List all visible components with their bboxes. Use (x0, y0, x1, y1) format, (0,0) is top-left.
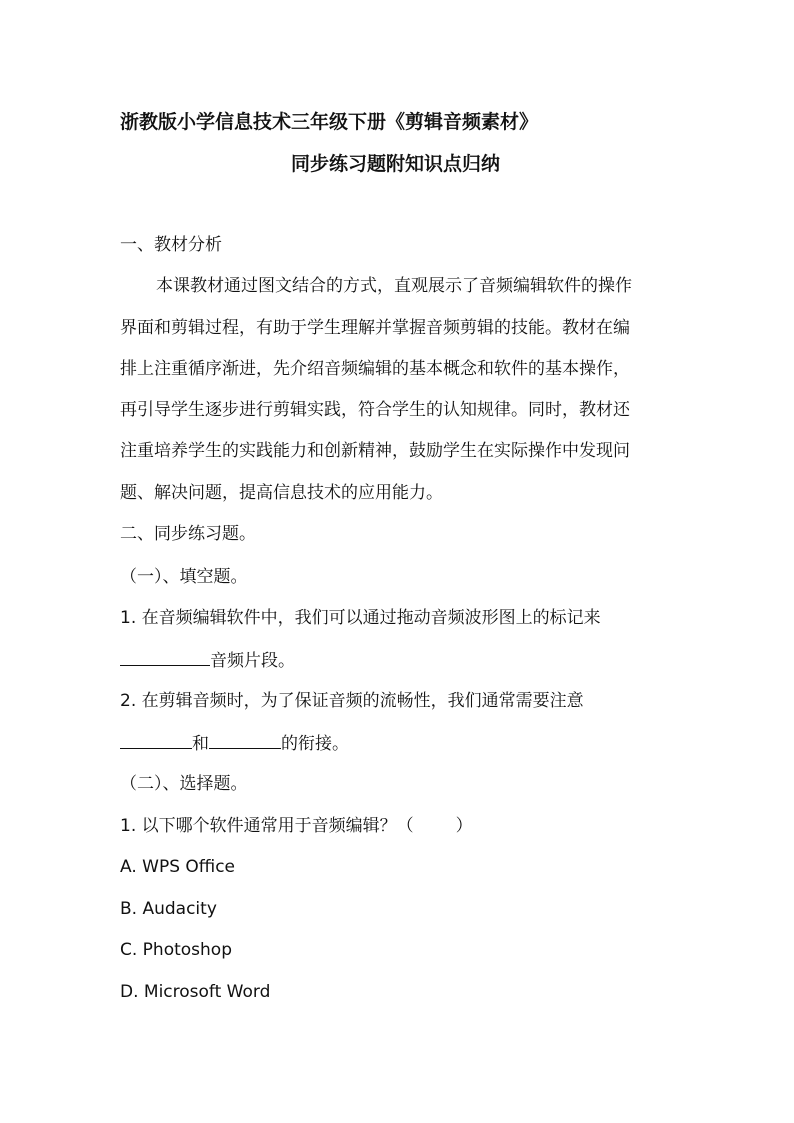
choice-question-1-close: ） (455, 816, 473, 836)
q1-tail-text: 音频片段。 (210, 651, 295, 671)
section2-heading: 二、同步练习题。 (120, 524, 256, 544)
fill-in-question-2-line2 (120, 731, 349, 756)
document-title-line1: 浙教版小学信息技术三年级下册《剪辑音频素材》 (120, 111, 539, 133)
fill-in-question-1: 1. 在音频编辑软件中，我们可以通过拖动音频波形图上的标记来 (120, 608, 601, 628)
choice-option-d: D. Microsoft Word (120, 982, 271, 1002)
choice-heading: （二）、选择题。 (120, 774, 248, 794)
choice-question-1 (120, 814, 473, 838)
paragraph-line: 再引导学生逐步进行剪辑实践，符合学生的认知规律。同时，教材还 (120, 400, 630, 420)
paragraph-line: 注重培养学生的实践能力和创新精神，鼓励学生在实际操作中发现问 (120, 441, 630, 461)
document-title-line2: 同步练习题附知识点归纳 (291, 153, 501, 175)
q2-tail-text: 的衔接。 (281, 734, 349, 754)
fill-in-question-1-line2 (120, 648, 295, 673)
choice-option-b: B. Audacity (120, 899, 217, 919)
paragraph-line: 排上注重循序渐进，先介绍音频编辑的基本概念和软件的基本操作， (120, 359, 630, 379)
answer-blank[interactable] (209, 731, 281, 749)
section1-heading: 一、教材分析 (120, 235, 222, 255)
paragraph-line: 题、解决问题，提高信息技术的应用能力。 (120, 483, 443, 503)
choice-question-1-text: 1. 以下哪个软件通常用于音频编辑？（ (120, 816, 414, 836)
fill-in-question-2: 2. 在剪辑音频时，为了保证音频的流畅性，我们通常需要注意 (120, 691, 584, 711)
fill-in-heading: （一）、填空题。 (120, 567, 248, 587)
q2-mid-text: 和 (192, 734, 209, 754)
choice-option-a: A. WPS Office (120, 857, 236, 877)
paragraph-line: 界面和剪辑过程，有助于学生理解并掌握音频剪辑的技能。教材在编 (120, 318, 630, 338)
answer-blank[interactable] (120, 731, 192, 749)
answer-blank[interactable] (120, 648, 210, 666)
paragraph-line: 本课教材通过图文结合的方式，直观展示了音频编辑软件的操作 (156, 276, 632, 296)
choice-option-c: C. Photoshop (120, 940, 232, 960)
